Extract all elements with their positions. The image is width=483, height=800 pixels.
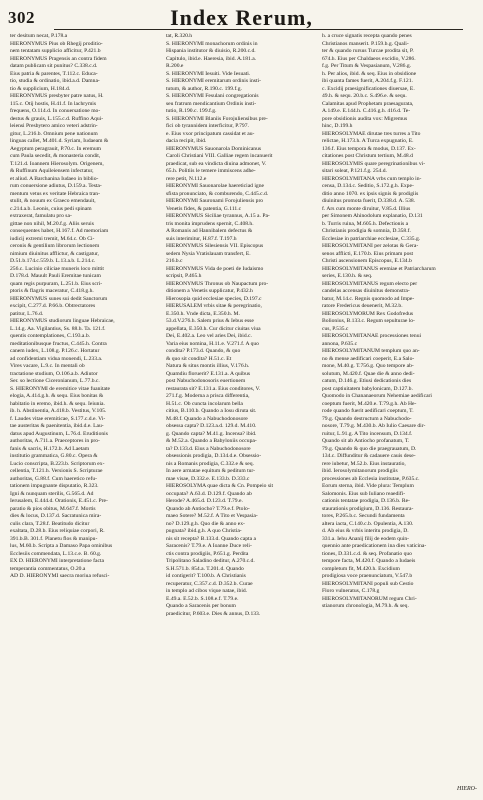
index-entry-line: staurationis prodigium, D.136. Restaura- xyxy=(322,505,414,512)
index-entry-line: condita? P.173.d. Quando, & quo xyxy=(166,348,241,354)
index-entry-line: frequens, O.114.d. In conuersatione mo- xyxy=(10,108,101,114)
index-entry-line: Herode? A.465.d. D.123.d. T.79.e. xyxy=(166,498,243,504)
index-entry-line: appellata, E.350.h. Cur dicitur ciuitas viua xyxy=(166,325,261,332)
index-entry-line: Ecclesiis commendata, L.13.c.e. B. 60.g. xyxy=(10,550,102,557)
index-entry-line: recuperatur, C.357.c.d. D.352.b. Curae xyxy=(166,580,253,587)
index-entry-line: no? D.129.g.h. Quo die & anno ex- xyxy=(166,520,245,527)
index-entry-line: patitur, L.76.d. xyxy=(10,310,44,317)
index-entry-line: S. HIERONYMI Fesulani congregationis xyxy=(166,93,259,99)
index-entry-line: mone, M.40.g. T.756.g. Quo tempore ab- xyxy=(322,363,414,369)
index-entry-line: leiensi Presbytero amico veteri adstrin- xyxy=(10,123,98,129)
index-entry-line: tutio, R.190.c. 199.f.g. xyxy=(166,108,217,114)
index-entry-line: sfista pronunciato, & comburendo, C.445.c.d. xyxy=(166,190,269,197)
index-entry-line: HIEROSOLYMITANUM templum quo an- xyxy=(322,348,420,354)
index-entry-line: ibid. Ierosolymitanorum prodigiis xyxy=(322,468,398,474)
index-entry-line: cus, P.535.c xyxy=(322,325,349,332)
index-entry-line: S. HIERONYMI Iesuiti. Vide Iesuati. xyxy=(166,70,251,77)
index-entry-line: ratore Fredericus deuenerit, M.32.b. xyxy=(322,303,403,309)
index-entry-line: R.200.e xyxy=(166,63,184,69)
index-entry-line: S.H.571.b. 854.a. T.201.d. Quando xyxy=(166,565,244,572)
index-entry-line: rode quando fuerit aedificari coeptum, T. xyxy=(322,408,414,414)
index-entry-line: tutum, & author, R.190.c. 199.f.g. xyxy=(166,85,242,92)
index-entry-line: excipit, C.277.d. P.66.b. Obtrectatores xyxy=(10,303,96,309)
index-entry-line: authoritas, G.88.f. Cum haeretico refu- xyxy=(10,475,97,482)
index-entry-line: tractatione studium, O.106.a.b. Adiutor xyxy=(10,370,98,377)
index-entry-line: sedem Nysia Vratislauam transfert, E. xyxy=(166,250,251,257)
index-entry-line: catum, D.146.g. Etiusi dedicationis dies xyxy=(322,378,412,384)
index-entry-line: HIEROSOLYMORUM Rex Godofredus xyxy=(322,310,414,317)
index-entry-line: HIEROSOLYMITANORUM regum Chri- xyxy=(322,595,417,602)
index-entry-line: fici ob tyrannidem interficitur, P.797. xyxy=(166,123,249,129)
index-entry-line: & M.52.a. Quando a Babyloniis occupa- xyxy=(166,438,257,444)
index-entry-line: post Nabuchodonosoris euertionem xyxy=(166,378,246,384)
index-entry-line: temperantia commentatus, O.20.a xyxy=(10,565,86,572)
index-entry-line: 49.h. & sequ. 20.b.c. S.496.e. & sequ. xyxy=(322,93,407,99)
index-entry-line: Vires vacare, L.9.c. In mentali ob xyxy=(10,363,85,369)
index-entry-line: HIERONYMUS studiorum linguae Hebraicae, xyxy=(10,318,115,324)
index-entry-line: HIEROSOLYMIS quare peregrinationibus vi- xyxy=(322,160,426,167)
index-entry-line: HIERUSALEM vrbis sitae & peregrinatio, xyxy=(166,303,262,309)
index-entry-line: Eorum sterna, ibid. Vide plura: Templum xyxy=(322,483,414,489)
index-entry-line: 79.g. Quando destructum a Nabuchodo- xyxy=(322,415,412,422)
index-entry-line: cum Paula secedit, & monasteria condit, xyxy=(10,153,101,159)
index-entry-line: mentum vetus ex veritate Hebraica tran- xyxy=(10,190,100,197)
index-entry-line: tempore facta, M.420.f. Quando a Iudaeis xyxy=(322,558,416,564)
index-entry-line: nimium diuinitus afflictur, & castigatur, xyxy=(10,250,99,257)
index-entry-line: suis interimitur, H.87.f. T.197.h xyxy=(166,235,237,242)
index-entry-line: H.51.c. Ob cuncta incolarum bella xyxy=(166,400,243,407)
index-entry-line: in templo ad cibos vique natae, ibid. xyxy=(166,588,248,594)
index-entry-line: L.14.g. Aa. Vigilantius, Ss. 88.h. Ta. 121.f. xyxy=(10,325,106,332)
index-entry-line: cellentia, T.121.h. Versionis S. Scripturae xyxy=(10,468,103,474)
index-entry-line: tat, R.320.h xyxy=(166,33,193,39)
index-entry-line: ceronis & gentilium librorum lectionem xyxy=(10,243,100,249)
index-entry-line: tiones, D.331.c.d. & seq. Profanatio quo xyxy=(322,550,412,557)
index-entry-line: HIERONYMUS Silesiensis VII. Episcopus xyxy=(166,243,264,249)
index-entry-line: In aere armatae equitum & peditum tur- xyxy=(166,468,256,474)
index-entry-line: ctis contra prodigiis, P.651.g. Perdita xyxy=(166,550,249,557)
index-entry-line: ib. h. Abstinentia, A.418.b. Vestitus, V.105. xyxy=(10,408,107,414)
index-entry-line: stulit, & nouum ex Graeco emendauit, xyxy=(10,198,96,204)
index-entry-line: restaurata sit? E.131.a. Eius conditores, V. xyxy=(166,385,261,392)
index-entry-line: tio, studia & ordinatio, ibid.a.d. Damna- xyxy=(10,78,100,84)
catchword: HIERO- xyxy=(457,786,477,792)
index-entry-line: nis sit recepta? B.133.d. Quando capta a xyxy=(166,535,256,542)
index-entry-line: extraxerat, famulatu pro sa- xyxy=(10,213,72,219)
index-entry-line: rere iubetur, M.52.b. Eius instauratio, xyxy=(322,460,406,467)
index-entry-line: d. Ab eius & vrbis interitu prodigia, D. xyxy=(322,528,409,534)
index-entry-line: hinc, D.199.h xyxy=(322,123,353,129)
index-entry-line: ibi quanta fames fuerit, A.204.f.g. F.121. xyxy=(322,78,413,84)
index-entry-line: h. Per alios, ibid. & seq. Eius in obsidione xyxy=(322,70,417,77)
index-entry-line: Aegyptum peragrauit, P.70.c. In eremum xyxy=(10,145,102,152)
index-entry-line: HIERONYMI Sauonarolae haereticiad igne xyxy=(166,183,265,189)
index-entry-line: Hierosopia quid ecclesiae species, D.197.c xyxy=(166,295,262,302)
index-entry-line: solutum, M.420.f. Quae die & anno dedi- xyxy=(322,370,415,377)
index-entry-line: iudicij extremi tremit, M.64.c. Ob Ci- xyxy=(10,235,95,242)
index-entry-line: lus, M.60.b. Scripta a Damaso Papa ominibus xyxy=(10,543,113,549)
index-entry-line: tae austeritas & paenitentia, ibid.d.e. Lau- xyxy=(10,423,104,429)
index-entry-line: 271.f.g. Moderna a prisca differentia, xyxy=(166,393,250,399)
index-entry-line: completum fit, M.420.h. Excidium xyxy=(322,565,400,572)
index-entry-line: 256.c. Lucinio ciliciae muneris loco mittit xyxy=(10,265,104,272)
index-entry-line: Quamdiu floruerit? E.131.a. A quibus xyxy=(166,370,251,377)
index-entry-line: praedicat, sub ea vindicta diuina admonet, V. xyxy=(166,160,267,167)
index-entry-line: paratio & pios obitus, M.647.f. Mortis xyxy=(10,505,96,512)
index-entry-line: 216.b.c xyxy=(166,258,183,264)
index-entry-line: 134.c. Diffunditur & cadauere cauis dese- xyxy=(322,453,416,459)
index-entry-line: obsessa capta? D.123.a.d. 129.d. M.410. xyxy=(166,423,257,429)
index-entry-line: HIERONYMUS Siciliae tyrannus, A.15 a. Pa- xyxy=(166,213,270,219)
index-entry-line: S. HIERONYMI monachorum ordinis in xyxy=(166,40,258,47)
index-entry-line: processiones ab Ecclesia institutae, P.635.c. xyxy=(322,475,420,482)
index-entry-line: ditionem a Venetis supplicatur, P.432.h xyxy=(166,288,253,294)
index-entry-line: ter desitum necat, P.178.a xyxy=(10,33,68,39)
index-entry-line: T.121.d. Ioannem Hierosolym. Origenem, xyxy=(10,160,104,167)
index-entry-line: culis clara, T.28.f. Beatitudo dicitur xyxy=(10,520,90,527)
index-entry-line: nis a Romanis prodigia, C.332.e & seq. xyxy=(166,460,254,467)
index-entry-line: 674.h. Eius per Chaldaeos excidio, V.286. xyxy=(322,55,416,62)
index-entry-line: HIEROSOLYMITANUS regum electo per xyxy=(322,280,418,287)
index-entry-line: & Ruffinum Aquileiensem infectatur, xyxy=(10,168,94,174)
index-entry-line: E.350.h. Vnde dicta, E.350.h. M. xyxy=(166,310,240,317)
index-entry-line: Salomonis. Eius sub Iuliano reaedifi- xyxy=(322,490,406,497)
index-entry-line: datus apud Augustinum, L.76.d. Eruditionis xyxy=(10,430,108,437)
index-entry-line: Igni & nunquam sterilis, G.565.d. Ad xyxy=(10,490,94,497)
index-entry-line: quennio ante praedicationem ina dies vaticina- xyxy=(322,543,427,549)
index-entry-line: S. HIERONYMI de eremitice vitae fuanitate xyxy=(10,385,111,392)
page-number: 302 xyxy=(8,8,35,27)
index-entry-line: S. HIERONYMI eremitarum ordinis insti- xyxy=(166,78,261,84)
index-entry-line: canem iudex, L.108.g. P.126.c. Hortatur xyxy=(10,348,100,354)
index-entry-line: 331.a. Iehu Ananij filij de eodem quin- xyxy=(322,535,409,542)
index-entry-line: Natura & situs montis illius, V.176.h. xyxy=(166,363,250,369)
index-entry-line: HIERONYMUS Pius ob Rhegij proditio- xyxy=(10,40,103,47)
index-entry-line: exaltata, D.28.b. Eius reliquiae corpori, R. xyxy=(10,528,105,534)
index-entry-line: & quo sit condita? H.51.c. Et xyxy=(166,355,232,362)
index-entry-line: citationes post Christum tertium, M.48.d xyxy=(322,153,413,159)
index-entry-line: batur, M.14.c. Regnis quomodo ad Impe- xyxy=(322,295,415,302)
index-entry-line: datam publicam sit punitus? C.338.c.d. xyxy=(10,63,98,69)
index-entry-line: nem tentatam supplicio afficitur, P.421.b xyxy=(10,48,101,54)
index-entry-line: habitatio in eremo, ibid.h. & sequ. Ieiunia. xyxy=(10,400,105,407)
index-entry-line: ditio anno 1070. ex ipsis signis & prodigiis xyxy=(322,190,419,197)
index-entry-line: Quando ab Antiocho? T.79.e.f. Ptolo- xyxy=(166,505,250,512)
index-entry-line: f.g. Per Titum & Vespasianum, V.286.g. xyxy=(322,63,412,69)
index-entry-line: per Simonem Ahinodolum explanatio, D.131 xyxy=(322,213,423,219)
index-entry-line: fanis & sacris, H.172.b. Ad Laetam xyxy=(10,445,90,452)
index-entry-line: Floro vulneratus, C.178.g xyxy=(322,588,380,594)
index-entry-line: Saracenis? T.79.e. A Ioanne Duce reli- xyxy=(166,543,252,549)
index-entry-line: dies & locus, D.137.d. Sacratunica mira- xyxy=(10,513,102,519)
index-entry-line: ta? D.133.d. Eius a Nabuchodonosore xyxy=(166,445,251,452)
index-entry-line: HIEROSOLYMITANI per zelotas & Gera- xyxy=(322,243,419,249)
index-entry-line: e. Eius vxor principatum cassidat et au- xyxy=(166,130,255,137)
index-entry-line: Caroli Christiani VIII. Galliae regem incanuerit xyxy=(166,153,273,159)
index-entry-line: Tripolitano Saladino deditur, A.270.c.d. xyxy=(166,558,255,564)
index-entry-line: Lucio conscripta, B.223.b. Scriptorum ex- xyxy=(10,460,105,467)
index-entry-line: Capitulo, ibid.e. Haeresia, ibid. A.181.a. xyxy=(166,55,257,62)
page-header xyxy=(0,0,483,30)
index-entry-line: cationis tentatae prodigia, D.136.b. Re- xyxy=(322,498,410,504)
index-entry-line: gittae non nihil, M.20.f.g. Aliis seruis xyxy=(10,220,94,227)
index-entry-line: quentis contemplationes, C.193.a.b. xyxy=(10,333,91,339)
index-entry-line: ter & quando rursus Turcae prodita sit, P. xyxy=(322,48,414,54)
index-entry-line: id contigerit? T.100.b. A Christianis xyxy=(166,573,246,579)
index-entry-line: stianorum chronologia, M.79.h. & seq. xyxy=(322,603,409,609)
index-entry-line: HIEROSOLYMITANA vrbs cum templo in- xyxy=(322,175,422,182)
index-entry-line: Eius patria & parentes, T.112.c. Educa- xyxy=(10,70,98,77)
index-entry-line: scripsit, P.465.h xyxy=(166,273,202,279)
index-entry-line: HIERONYMI Sauronami Forojuliensis pro xyxy=(166,198,264,204)
index-entry-line: HIERONYMUS sunes sui dedit Sanctorum xyxy=(10,295,108,302)
index-entry-line: Quando sit ab Antiocho profanatum, T. xyxy=(322,438,410,444)
index-entry-line: no & mense aedificari coeperit, E.a Salo- xyxy=(322,355,415,362)
index-entry-line: seu fratrum mendicantium Ordinis insti- xyxy=(166,100,257,107)
index-entry-line: institutio grammatica, G.80.c. Opera & xyxy=(10,453,98,459)
index-entry-line: A Romanis ad Hannibalem defectus & xyxy=(166,228,253,234)
index-entry-line: ruitur, L.91.g. A Tito incensum, D.134.f. xyxy=(322,430,413,437)
index-entry-line: f. Laudes vitae eremiticae, S.177.c.d.e. Vi- xyxy=(10,415,106,422)
index-entry-line: pugnata? ibid.g.h. A quo Christia- xyxy=(166,528,242,534)
index-entry-line: Varia eius nomina, H.11.e. V.271.f. A quo xyxy=(166,340,259,347)
index-entry-line: Ierusalem, E.444.d. Orationis, E.451.c. Pre- xyxy=(10,498,108,504)
index-entry-line: AD D. HIERONYMI saecra moriua refusci- xyxy=(10,573,110,579)
index-entry-line: consequentes habet, H.167.f. Ad memoriam xyxy=(10,228,109,234)
index-entry-line: f. Ars cum monte diruitur, V.85.d. Illius xyxy=(322,205,411,212)
index-entry-line: gitur, L.216.b. Omnium pene nationum xyxy=(10,130,98,137)
index-column-1 xyxy=(10,33,156,793)
index-entry-line: citius, B.110.b. Quando a Iosu diruta sit. xyxy=(166,408,257,414)
index-entry-line: coeptum fuerit, M.420.e. T.79.g.h. Ab He- xyxy=(322,400,417,407)
index-entry-line: Dei, E.402.a. Leo vel aries Dei, ibid.c. xyxy=(166,333,252,339)
index-entry-line: annona, P.635.c xyxy=(322,340,358,347)
index-entry-line: Calamitas apud Prophetam praesagurata, xyxy=(322,100,414,107)
index-entry-line: Christianos manserit. P.159.b.g. Quali- xyxy=(322,40,409,47)
index-entry-line: senos afflicti, E.170.b. Eius primam post xyxy=(322,250,414,257)
index-entry-line: D.51.b.174.c.559.b. L.13.a.b. L.214.c. xyxy=(10,258,96,264)
index-entry-line: ptoris & flagris maceratur, C.418.g.h. xyxy=(10,288,94,294)
index-entry-line: series, E.130.h. & seq. xyxy=(322,273,373,279)
index-entry-line: HIEROSOLYMITANAE processiones tenui xyxy=(322,333,422,339)
index-entry-line: Ecclesiae in patriarchiae ecclesiae, C.335.g. xyxy=(322,235,421,242)
index-entry-line: HIEROSOLYMAE dirutae tres turres a Tito xyxy=(322,130,421,137)
index-entry-line: HIERONYMUS presbyter patre natus, H. xyxy=(10,93,104,99)
index-entry-line: HIEROSOLYMA quae dicta & Cn. Pompeio sit xyxy=(166,483,274,489)
index-entry-line: c. Excidij praesignificationes diuersae, E. xyxy=(322,85,415,92)
index-entry-line: EX D. HIERONYMI interpretatione facta xyxy=(10,558,104,564)
index-entry-line: b. Turris ruina, M.605.h. Defectionis a xyxy=(322,220,409,227)
index-entry-line: relictae, H.173.h. A Turca expugnatio, E. xyxy=(322,138,414,144)
index-entry-line: tores, P.265.b.c. Secundi fundamenta xyxy=(322,513,405,519)
index-entry-line: elogia, A.414.g.h. & sequ. Eius bonitas & xyxy=(10,393,104,399)
index-entry-line: 115.c. Otij hostis, H.41.f. In lachrymis xyxy=(10,100,97,107)
index-entry-line: et aliud. A Barchanina Iudaeo in biblio- xyxy=(10,175,99,182)
index-entry-line: S. HIERONYMI Blaniis Forojuliensibus pre- xyxy=(166,115,268,122)
index-entry-line: Quando a Saracenis per bonum xyxy=(166,603,236,609)
index-entry-line: Hispania institutor & diuisio, R.200.c.d. xyxy=(166,48,256,54)
index-entry-line: Venetis fides, & patentia, G.111.c xyxy=(166,205,242,212)
index-entry-line: 65.h. Politiis le temere immiscens adhe- xyxy=(166,168,256,174)
index-entry-line: occupata? A.63.d. D.129.f. Quando ab xyxy=(166,490,252,497)
index-entry-line: M.48.f. Quando a Nabuchodonosore xyxy=(166,415,248,422)
header-rule xyxy=(54,29,463,30)
index-entry-line: post captiuitatem babylonicam, D.127.b. xyxy=(322,385,413,392)
index-entry-line: censa, D.134.c. Seditio, S.172.g.h. Expe- xyxy=(322,183,414,189)
index-entry-line: destus & grauis, L.155.c.d. Ruffino Aqui- xyxy=(10,115,104,122)
index-entry-line: Christianis prodigia & somnia, D.358.f. xyxy=(322,228,411,234)
index-entry-line: D.178.d. Mauult Pauli Eremitae tunicam xyxy=(10,273,101,279)
index-entry-line: HIEROSOLYMITANI populi sub Cestio xyxy=(322,580,414,587)
running-title: Index Rerum, xyxy=(170,5,313,30)
index-entry-line: 53.d.V.276.h. Salem prius & Iebus esse xyxy=(166,318,254,324)
index-entry-line: pore obsidionis audita vox: Migremus xyxy=(322,115,408,122)
index-entry-line: candelas accensas diuinitus demonstra- xyxy=(322,288,410,294)
index-entry-line: rum conuersione adiutus, D.159.a. Testa- xyxy=(10,183,102,189)
index-entry-line: praedicitur, P.603.e. Dies & annus, D.133. xyxy=(166,610,261,617)
index-entry-line: sitari soleat, P.121.f.g. 254.d. xyxy=(322,168,387,174)
index-entry-line: obsessionis prodigia, D.134.d.e. Obsessio- xyxy=(166,453,262,459)
index-entry-line: 79.g. Quando & quo die praegrauatum, D. xyxy=(322,445,417,452)
index-entry-line: c.214.a.b. Leonis, cuius pedi spinam xyxy=(10,205,92,212)
index-entry-line: 391.b.B. 301.f. Planetu flos & manipu- xyxy=(10,535,98,542)
index-entry-line: authoritas, A.711.a. Praeceptores in pro- xyxy=(10,438,100,444)
index-entry-line: HIERONYMUS Pragensis an contra fidem xyxy=(10,55,107,62)
index-entry-line: HIERONYMUS Vida de poeti de Iudaismo xyxy=(166,265,264,272)
index-entry-line: Ser. so lectione Ciceronianum, L.77.b.c. xyxy=(10,378,100,384)
index-entry-line: 136.f. Eius tempora & modus, D.137. Ex- xyxy=(322,145,416,152)
index-entry-line: Christi ascensionem Episcopus, E.134.b xyxy=(322,258,412,264)
index-entry-line: mae visae, D.332.e. E.133.b. D.333.c xyxy=(166,475,250,482)
index-entry-line: h. a cruce signatis recepta quando penes xyxy=(322,33,412,39)
index-column-3 xyxy=(322,33,468,793)
index-entry-line: A.149.e. E.144.h. C.416.g.h. 416.d. Te- xyxy=(322,108,411,114)
index-entry-line: dacia recipit, ibid. xyxy=(166,138,207,144)
index-entry-line: altera iacta, C.140.c.b. Opulentia, A.130. xyxy=(322,520,414,527)
index-entry-line: HIEROSOLYMITANUS eremiae et Patriarcharum xyxy=(322,265,436,272)
index-entry-line: g. Quando capta? M.41.g. Incensa? ibid. xyxy=(166,430,257,437)
index-entry-line: Bolionius, B.133.c. Regum sepulturae lo- xyxy=(322,318,415,324)
index-entry-line: maeo Sotere? M.52.f. A Tito et Vespasia- xyxy=(166,513,258,519)
index-entry-line: meditationibusque fructus, C.445.h. Contra xyxy=(10,340,107,347)
index-entry-line: quam regis purpuram, L.251.b. Eius scri- xyxy=(10,280,103,287)
index-entry-line: nosore, T.79.g. M.430.b. Ab Iulio Caesare dir- xyxy=(322,423,426,429)
index-entry-line: HIERONYMUS Thronus ob Naupactum pro- xyxy=(166,280,269,287)
index-entry-line: rere petit, N.112.e xyxy=(166,175,207,182)
index-entry-line: HIERONYMUS Sauonarola Dominicanus xyxy=(166,145,262,152)
index-entry-line: Quomodo in Chananaeorum Nehemiae aedificari xyxy=(322,393,432,399)
index-entry-line: diuinitus promota fuerit, D.338.d. A. 538. xyxy=(322,198,416,204)
index-entry-line: tris monita imprudens spernit, C.408.h. xyxy=(166,220,254,227)
index-entry-line: linguas callet, M.401.d. Syriam, Iudaeam & xyxy=(10,138,109,144)
index-entry-line: ad confidentiam vidua monendi, L.233.a. xyxy=(10,355,103,362)
index-entry-line: tationem impugnante disputatio, R.323. xyxy=(10,483,99,489)
index-entry-line: E.49.a. E.52.b. S.108.e.f. T.79.e. xyxy=(166,595,239,602)
index-column-2 xyxy=(166,33,312,793)
index-entry-line: prodigiosa voce praenunciatum, V.547.b xyxy=(322,573,413,579)
index-entry-line: tio & supplicium, H.184.d. xyxy=(10,85,71,92)
